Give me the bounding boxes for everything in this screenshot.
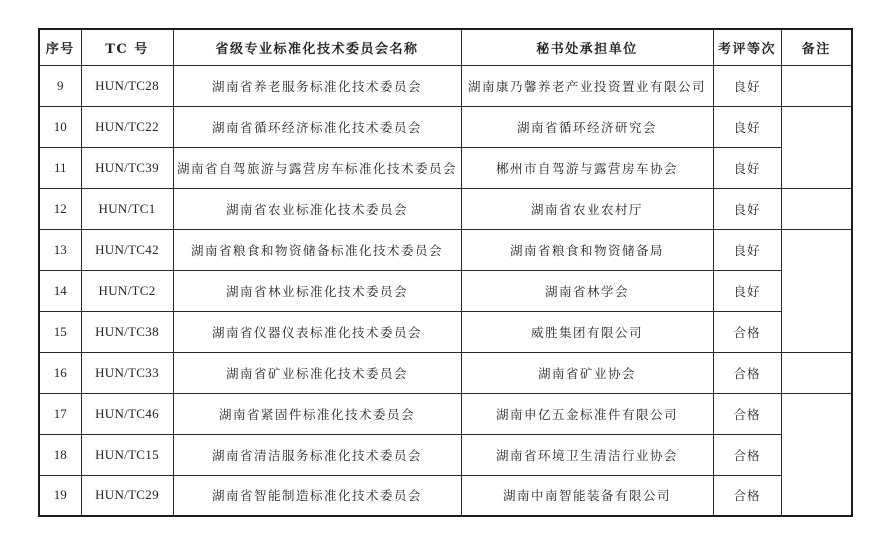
cell-tc: HUN/TC46 [81, 393, 173, 434]
cell-tc: HUN/TC29 [81, 475, 173, 516]
table-row [39, 434, 852, 475]
column-header: 备注 [781, 29, 852, 65]
cell-tc: HUN/TC22 [81, 106, 173, 147]
cell-remark [781, 229, 852, 352]
cell-tc: HUN/TC15 [81, 434, 173, 475]
table-row [39, 188, 852, 229]
cell-name: 湖南省紧固件标准化技术委员会 [173, 393, 461, 434]
cell-seq: 17 [39, 393, 81, 434]
table-row [39, 106, 852, 147]
cell-name: 湖南省智能制造标准化技术委员会 [173, 475, 461, 516]
header-row [39, 29, 852, 65]
cell-tc: HUN/TC2 [81, 270, 173, 311]
table-row [39, 229, 852, 270]
column-header: 省级专业标准化技术委员会名称 [173, 29, 461, 65]
cell-tc: HUN/TC1 [81, 188, 173, 229]
cell-grade: 合格 [713, 475, 781, 516]
column-header: 序号 [39, 29, 81, 65]
cell-remark [781, 106, 852, 188]
cell-secretariat: 湖南省粮食和物资储备局 [461, 229, 713, 270]
table-body [39, 65, 852, 516]
table-row [39, 65, 852, 106]
cell-seq: 9 [39, 65, 81, 106]
cell-secretariat: 湖南申亿五金标准件有限公司 [461, 393, 713, 434]
column-header: 秘书处承担单位 [461, 29, 713, 65]
table-row [39, 393, 852, 434]
cell-remark [781, 65, 852, 106]
cell-tc: HUN/TC42 [81, 229, 173, 270]
cell-secretariat: 湖南省农业农村厅 [461, 188, 713, 229]
cell-grade: 良好 [713, 270, 781, 311]
cell-grade: 合格 [713, 311, 781, 352]
cell-name: 湖南省养老服务标准化技术委员会 [173, 65, 461, 106]
table-row [39, 147, 852, 188]
cell-name: 湖南省粮食和物资储备标准化技术委员会 [173, 229, 461, 270]
cell-seq: 11 [39, 147, 81, 188]
cell-grade: 合格 [713, 434, 781, 475]
cell-seq: 13 [39, 229, 81, 270]
column-header: TC 号 [81, 29, 173, 65]
cell-secretariat: 威胜集团有限公司 [461, 311, 713, 352]
cell-seq: 18 [39, 434, 81, 475]
cell-grade: 良好 [713, 147, 781, 188]
cell-seq: 12 [39, 188, 81, 229]
cell-grade: 良好 [713, 65, 781, 106]
cell-secretariat: 湖南中南智能装备有限公司 [461, 475, 713, 516]
cell-tc: HUN/TC28 [81, 65, 173, 106]
cell-secretariat: 湖南省循环经济研究会 [461, 106, 713, 147]
cell-grade: 良好 [713, 106, 781, 147]
cell-seq: 15 [39, 311, 81, 352]
cell-tc: HUN/TC38 [81, 311, 173, 352]
cell-name: 湖南省林业标准化技术委员会 [173, 270, 461, 311]
cell-seq: 10 [39, 106, 81, 147]
cell-seq: 14 [39, 270, 81, 311]
evaluation-table [38, 28, 853, 517]
cell-secretariat: 湖南省环境卫生清洁行业协会 [461, 434, 713, 475]
cell-name: 湖南省矿业标准化技术委员会 [173, 352, 461, 393]
cell-remark [781, 393, 852, 516]
table-row [39, 475, 852, 516]
cell-remark [781, 352, 852, 393]
cell-name: 湖南省仪器仪表标准化技术委员会 [173, 311, 461, 352]
cell-tc: HUN/TC33 [81, 352, 173, 393]
cell-secretariat: 郴州市自驾游与露营房车协会 [461, 147, 713, 188]
cell-grade: 良好 [713, 229, 781, 270]
cell-remark [781, 188, 852, 229]
column-header: 考评等次 [713, 29, 781, 65]
cell-seq: 19 [39, 475, 81, 516]
table-row [39, 352, 852, 393]
table-row [39, 270, 852, 311]
cell-name: 湖南省循环经济标准化技术委员会 [173, 106, 461, 147]
cell-secretariat: 湖南省矿业协会 [461, 352, 713, 393]
cell-name: 湖南省农业标准化技术委员会 [173, 188, 461, 229]
cell-tc: HUN/TC39 [81, 147, 173, 188]
cell-name: 湖南省清洁服务标准化技术委员会 [173, 434, 461, 475]
cell-grade: 合格 [713, 393, 781, 434]
cell-secretariat: 湖南康乃馨养老产业投资置业有限公司 [461, 65, 713, 106]
cell-secretariat: 湖南省林学会 [461, 270, 713, 311]
table-row [39, 311, 852, 352]
cell-name: 湖南省自驾旅游与露营房车标准化技术委员会 [173, 147, 461, 188]
cell-grade: 良好 [713, 188, 781, 229]
cell-grade: 合格 [713, 352, 781, 393]
table-header [39, 29, 852, 65]
cell-seq: 16 [39, 352, 81, 393]
